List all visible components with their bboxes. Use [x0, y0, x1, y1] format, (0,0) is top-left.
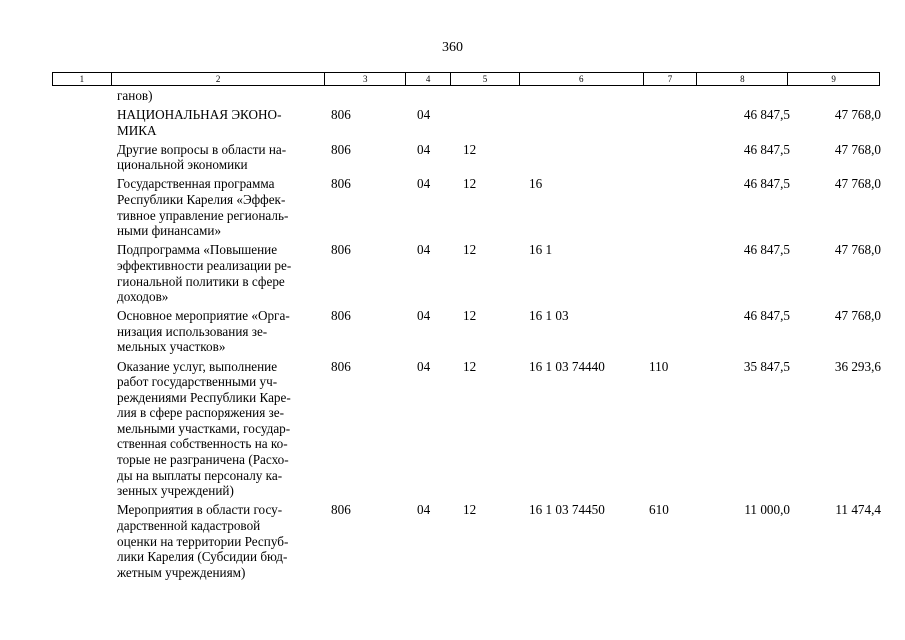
- row-section-code: 04: [417, 242, 431, 258]
- row-target-code: 16 1 03 74440: [529, 358, 605, 374]
- header-col-8: 8: [697, 73, 788, 85]
- row-target-code: 16 1: [529, 242, 553, 258]
- row-amount-2: 36 293,6: [834, 358, 881, 374]
- table-body: [117, 88, 887, 584]
- row-expense-type: 110: [649, 358, 669, 374]
- table-row: [117, 502, 887, 580]
- row-ministry-code: 806: [331, 242, 351, 258]
- table-row: [117, 107, 887, 138]
- table-row: [117, 176, 887, 238]
- row-target-code: 16 1 03 74450: [529, 502, 605, 518]
- header-col-4: 4: [406, 73, 451, 85]
- row-target-code: 16: [529, 176, 543, 192]
- row-amount-1: 11 000,0: [744, 502, 790, 518]
- row-subsection-code: 12: [463, 308, 477, 324]
- row-amount-2: 47 768,0: [834, 107, 881, 123]
- row-name: НАЦИОНАЛЬНАЯ ЭКОНО- МИКА: [117, 107, 282, 138]
- row-name: ганов): [117, 88, 153, 103]
- row-subsection-code: 12: [463, 502, 477, 518]
- table-row: [117, 142, 887, 173]
- row-amount-1: 46 847,5: [743, 308, 790, 324]
- header-col-1: 1: [53, 73, 112, 85]
- row-ministry-code: 806: [331, 358, 351, 374]
- row-ministry-code: 806: [331, 141, 351, 157]
- row-amount-2: 11 474,4: [835, 502, 881, 518]
- row-name: Основное мероприятие «Орга- низация использования зе- мельных участков»: [117, 308, 290, 355]
- row-amount-2: 47 768,0: [834, 308, 881, 324]
- table-row: [117, 359, 887, 499]
- table-row: [117, 308, 887, 355]
- row-target-code: 16 1 03: [529, 308, 569, 324]
- table-header: [52, 72, 880, 86]
- row-name: Другие вопросы в области на- циональной экономики: [117, 141, 287, 173]
- row-subsection-code: 12: [463, 358, 477, 374]
- row-ministry-code: 806: [331, 502, 351, 518]
- row-name: Мероприятия в области госу- дарственной кадастровой оценки на территории Респуб- лики Карелия (Субсидии бюд- жетным учреждениям): [117, 502, 289, 580]
- row-subsection-code: 12: [463, 242, 477, 258]
- row-amount-2: 47 768,0: [834, 242, 881, 258]
- row-amount-2: 47 768,0: [834, 141, 881, 157]
- header-col-3: 3: [325, 73, 406, 85]
- row-subsection-code: 12: [463, 176, 477, 192]
- row-amount-1: 46 847,5: [743, 242, 790, 258]
- row-amount-1: 46 847,5: [743, 176, 790, 192]
- row-name: Подпрограмма «Повышение эффективности реализации ре- гиональной политики в сфере доходов»: [117, 242, 292, 305]
- header-col-9: 9: [831, 74, 836, 84]
- row-section-code: 04: [417, 141, 431, 157]
- row-section-code: 04: [417, 308, 431, 324]
- row-section-code: 04: [417, 107, 431, 123]
- row-expense-type: 610: [649, 502, 669, 518]
- row-ministry-code: 806: [331, 107, 351, 123]
- table-row: [117, 242, 887, 304]
- page-number: 360: [442, 40, 463, 55]
- row-section-code: 04: [417, 176, 431, 192]
- row-amount-1: 46 847,5: [743, 141, 790, 157]
- header-col-7: 7: [644, 73, 698, 85]
- row-name: Государственная программа Республики Карелия «Эффек- тивное управление региональ- ными финансами»: [117, 176, 289, 239]
- row-name: Оказание услуг, выполнение работ государственными уч- реждениями Республики Каре- лия в сфере распоряжения зе- мельными участками, государ- ственная собственность на ко- торые не разграничена (Расхо- ды на выплаты персоналу ка- зенных учреждений): [117, 358, 291, 499]
- table-row: [117, 88, 887, 104]
- row-ministry-code: 806: [331, 308, 351, 324]
- row-section-code: 04: [417, 502, 431, 518]
- header-col-6: 6: [520, 73, 644, 85]
- row-ministry-code: 806: [331, 176, 351, 192]
- row-section-code: 04: [417, 358, 431, 374]
- row-subsection-code: 12: [463, 141, 477, 157]
- header-col-5: 5: [451, 73, 520, 85]
- row-amount-1: 35 847,5: [743, 358, 790, 374]
- header-col-2: 2: [112, 73, 325, 85]
- row-amount-2: 47 768,0: [834, 176, 881, 192]
- row-amount-1: 46 847,5: [743, 107, 790, 123]
